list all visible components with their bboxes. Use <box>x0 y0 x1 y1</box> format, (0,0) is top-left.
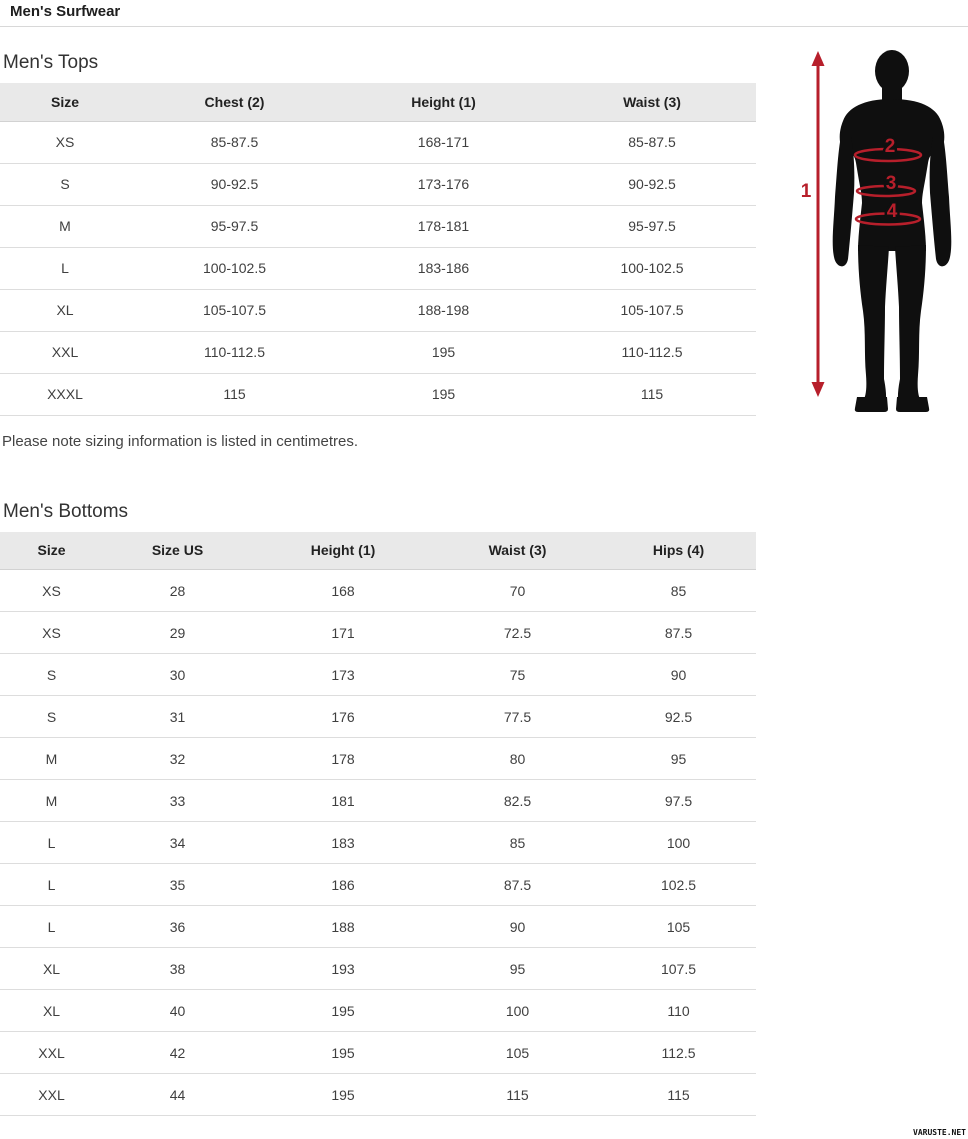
body-silhouette-diagram <box>795 45 968 425</box>
table-row <box>0 696 756 738</box>
table-cell: 105-107.5 <box>130 289 339 331</box>
table-cell: 102.5 <box>601 864 756 906</box>
table-cell: XXL <box>0 1074 103 1116</box>
table-cell: 195 <box>339 373 548 415</box>
column-header: Size US <box>103 532 252 570</box>
table-cell: 183 <box>252 822 434 864</box>
table-cell: 178 <box>252 738 434 780</box>
table-cell: 87.5 <box>434 864 601 906</box>
table-row <box>0 654 756 696</box>
table-cell: 195 <box>252 1032 434 1074</box>
table-row <box>0 205 756 247</box>
table-cell: 186 <box>252 864 434 906</box>
table-cell: 168-171 <box>339 121 548 163</box>
table-row <box>0 612 756 654</box>
column-header: Chest (2) <box>130 83 339 121</box>
table-cell: 72.5 <box>434 612 601 654</box>
table-row <box>0 163 756 205</box>
table-cell: 44 <box>103 1074 252 1116</box>
table-cell: 100 <box>601 822 756 864</box>
table-cell: 32 <box>103 738 252 780</box>
table-cell: 110-112.5 <box>130 331 339 373</box>
table-cell: 195 <box>252 990 434 1032</box>
table-cell: 173-176 <box>339 163 548 205</box>
table-cell: 100 <box>434 990 601 1032</box>
height-arrow-icon <box>812 51 825 397</box>
column-header: Height (1) <box>339 83 548 121</box>
table-cell: 85-87.5 <box>548 121 756 163</box>
measurement-figure <box>795 45 968 425</box>
table-cell: M <box>0 205 130 247</box>
table-row <box>0 247 756 289</box>
table-cell: 181 <box>252 780 434 822</box>
table-cell: 95-97.5 <box>130 205 339 247</box>
table-cell: 85-87.5 <box>130 121 339 163</box>
table-cell: XXXL <box>0 373 130 415</box>
table-cell: 183-186 <box>339 247 548 289</box>
table-cell: 193 <box>252 948 434 990</box>
table-cell: 195 <box>339 331 548 373</box>
table-row <box>0 948 756 990</box>
table-cell: L <box>0 822 103 864</box>
table-cell: 115 <box>130 373 339 415</box>
table-row <box>0 570 756 612</box>
table-cell: 105-107.5 <box>548 289 756 331</box>
sizing-units-note: Please note sizing information is listed in centimetres. <box>2 432 359 450</box>
table-cell: 95 <box>434 948 601 990</box>
man-silhouette-icon <box>833 50 952 412</box>
table-cell: 95 <box>601 738 756 780</box>
table-row <box>0 738 756 780</box>
table-cell: 28 <box>103 570 252 612</box>
table-cell: XL <box>0 990 103 1032</box>
table-cell: 34 <box>103 822 252 864</box>
page-title: Men's Surfwear <box>10 3 121 20</box>
table-cell: L <box>0 906 103 948</box>
bottoms-section-heading: Men's Bottoms <box>3 500 129 522</box>
table-cell: 42 <box>103 1032 252 1074</box>
table-cell: 105 <box>601 906 756 948</box>
table-cell: S <box>0 163 130 205</box>
table-cell: 70 <box>434 570 601 612</box>
table-cell: 115 <box>434 1074 601 1116</box>
table-cell: XL <box>0 289 130 331</box>
table-cell: 100-102.5 <box>548 247 756 289</box>
table-row <box>0 289 756 331</box>
table-cell: 188-198 <box>339 289 548 331</box>
table-cell: 80 <box>434 738 601 780</box>
table-cell: 85 <box>601 570 756 612</box>
table-cell: 107.5 <box>601 948 756 990</box>
table-cell: 35 <box>103 864 252 906</box>
table-cell: 105 <box>434 1032 601 1074</box>
height-measure-label: 1 <box>800 181 812 202</box>
waist-measure-label: 3 <box>885 173 897 194</box>
chest-measure-label: 2 <box>884 136 896 157</box>
column-header: Height (1) <box>252 532 434 570</box>
tops-size-table <box>0 83 756 416</box>
hips-measure-label: 4 <box>886 201 898 222</box>
table-cell: M <box>0 780 103 822</box>
table-cell: XXL <box>0 1032 103 1074</box>
table-row <box>0 1074 756 1116</box>
table-cell: 168 <box>252 570 434 612</box>
table-row <box>0 822 756 864</box>
table-cell: 176 <box>252 696 434 738</box>
table-cell: 40 <box>103 990 252 1032</box>
table-cell: 110 <box>601 990 756 1032</box>
table-row <box>0 906 756 948</box>
table-row <box>0 121 756 163</box>
table-cell: 115 <box>548 373 756 415</box>
table-cell: 90-92.5 <box>548 163 756 205</box>
column-header: Waist (3) <box>434 532 601 570</box>
table-cell: 95-97.5 <box>548 205 756 247</box>
table-cell: 188 <box>252 906 434 948</box>
table-cell: 29 <box>103 612 252 654</box>
table-row <box>0 990 756 1032</box>
table-cell: 90 <box>434 906 601 948</box>
column-header: Size <box>0 532 103 570</box>
table-cell: 82.5 <box>434 780 601 822</box>
header-divider <box>0 26 968 27</box>
watermark: VARUSTE.NET <box>913 1128 966 1137</box>
table-row <box>0 331 756 373</box>
table-cell: XS <box>0 612 103 654</box>
table-cell: 112.5 <box>601 1032 756 1074</box>
table-cell: 115 <box>601 1074 756 1116</box>
table-cell: S <box>0 696 103 738</box>
tops-section-heading: Men's Tops <box>3 52 99 73</box>
table-cell: 97.5 <box>601 780 756 822</box>
table-cell: 87.5 <box>601 612 756 654</box>
table-cell: L <box>0 247 130 289</box>
table-cell: M <box>0 738 103 780</box>
table-cell: 92.5 <box>601 696 756 738</box>
table-cell: 90-92.5 <box>130 163 339 205</box>
table-row <box>0 864 756 906</box>
table-cell: 77.5 <box>434 696 601 738</box>
table-cell: 36 <box>103 906 252 948</box>
bottoms-size-table <box>0 532 756 1117</box>
table-cell: XS <box>0 121 130 163</box>
table-cell: 110-112.5 <box>548 331 756 373</box>
table-cell: 31 <box>103 696 252 738</box>
header-row <box>0 532 756 570</box>
table-row <box>0 780 756 822</box>
table-cell: L <box>0 864 103 906</box>
column-header: Waist (3) <box>548 83 756 121</box>
table-cell: XXL <box>0 331 130 373</box>
table-cell: S <box>0 654 103 696</box>
table-cell: 33 <box>103 780 252 822</box>
table-cell: 85 <box>434 822 601 864</box>
table-cell: XL <box>0 948 103 990</box>
table-cell: 30 <box>103 654 252 696</box>
table-cell: 178-181 <box>339 205 548 247</box>
size-tables-area <box>0 52 756 1116</box>
column-header: Hips (4) <box>601 532 756 570</box>
table-cell: 38 <box>103 948 252 990</box>
table-cell: XS <box>0 570 103 612</box>
header-row <box>0 83 756 121</box>
table-cell: 90 <box>601 654 756 696</box>
table-cell: 173 <box>252 654 434 696</box>
table-row <box>0 373 756 415</box>
table-row <box>0 1032 756 1074</box>
table-cell: 195 <box>252 1074 434 1116</box>
table-cell: 75 <box>434 654 601 696</box>
table-cell: 100-102.5 <box>130 247 339 289</box>
column-header: Size <box>0 83 130 121</box>
table-cell: 171 <box>252 612 434 654</box>
